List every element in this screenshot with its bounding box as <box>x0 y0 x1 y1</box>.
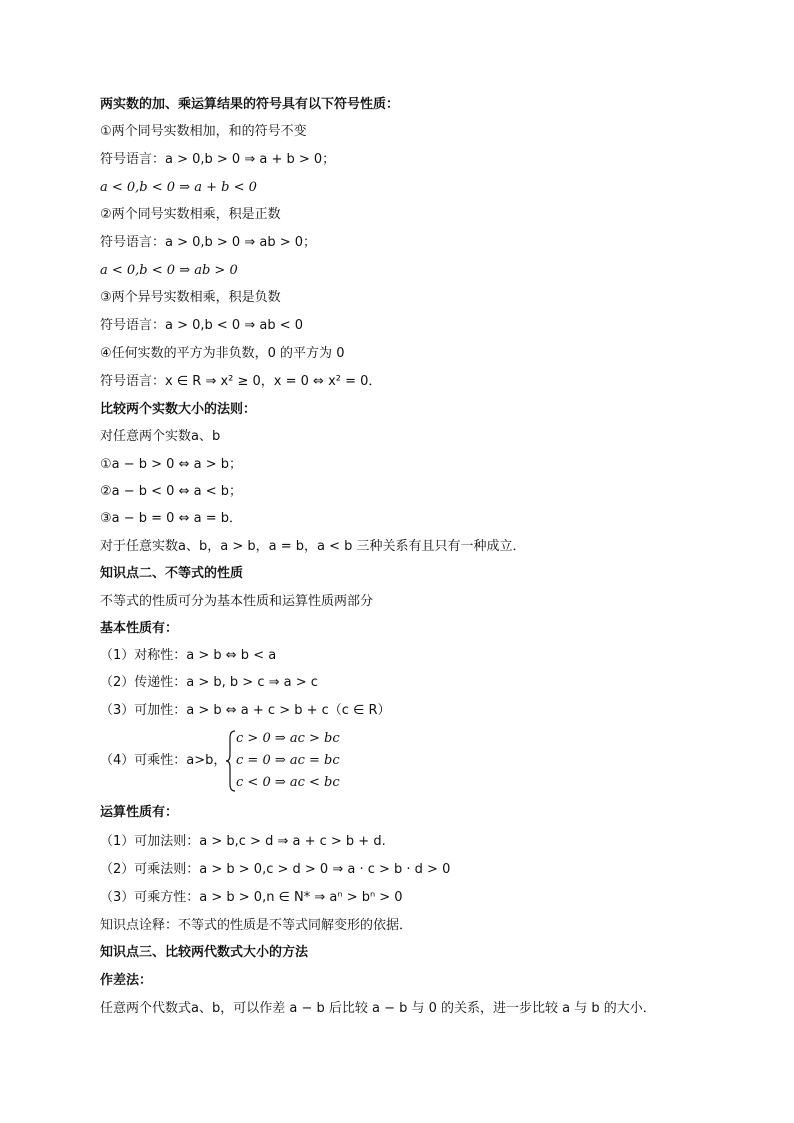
left-brace-icon <box>226 730 236 792</box>
property-3-symbolic: 符号语言：a > 0,b < 0 ⇒ ab < 0 <box>100 318 304 333</box>
property-4-title: ④任何实数的平方为非负数，0 的平方为 0 <box>100 346 345 361</box>
property-2-symbolic: 符号语言：a > 0,b > 0 ⇒ ab > 0； <box>100 235 317 250</box>
difference-method-description: 任意两个代数式a、b，可以作差 a − b 后比较 a − b 与 0 的关系，进一步比较 a 与 b 的大小． <box>100 1001 656 1016</box>
comparison-rule-1: ①a − b > 0 ⇔ a > b； <box>100 457 242 472</box>
operation-rule-multiplication: （2）可乘法则：a > b > 0,c > d > 0 ⇒ a · c > b · d > 0 <box>100 862 451 877</box>
heading-basic-properties: 基本性质有： <box>100 621 179 636</box>
operation-rule-addition: （1）可加法则：a > b,c > d ⇒ a + c > b + d. <box>100 834 386 849</box>
property-2-symbolic-2: a < 0,b < 0 ⇒ ab > 0 <box>100 263 238 278</box>
trichotomy-statement: 对于任意实数a、b，a > b，a = b，a < b 三种关系有且只有一种成立． <box>100 539 526 554</box>
property-1-title: ①两个同号实数相加，和的符号不变 <box>100 124 307 139</box>
multiplicativity-case-negative: c < 0 ⇒ ac < bc <box>236 775 340 790</box>
heading-difference-method: 作差法： <box>100 973 153 988</box>
multiplicativity-case-positive: c > 0 ⇒ ac > bc <box>236 731 340 746</box>
inequality-properties-intro: 不等式的性质可分为基本性质和运算性质两部分 <box>100 594 374 609</box>
comparison-intro: 对任意两个实数a、b <box>100 429 221 444</box>
heading-knowledge-point-3: 知识点三、比较两代数式大小的方法 <box>100 945 309 960</box>
property-1-symbolic-2: a < 0,b < 0 ⇒ a + b < 0 <box>100 180 257 195</box>
property-4-symbolic: 符号语言：x ∈ R ⇒ x² ≥ 0，x = 0 ⇔ x² = 0． <box>100 374 382 389</box>
basic-property-transitivity: （2）传递性：a > b, b > c ⇒ a > c <box>100 675 318 690</box>
heading-sign-properties: 两实数的加、乘运算结果的符号具有以下符号性质： <box>100 97 400 112</box>
property-3-title: ③两个异号实数相乘，积是负数 <box>100 290 281 305</box>
comparison-rule-2: ②a − b < 0 ⇔ a < b； <box>100 484 242 499</box>
basic-property-additivity: （3）可加性：a > b ⇔ a + c > b + c（c ∈ R） <box>100 703 391 718</box>
heading-knowledge-point-2: 知识点二、不等式的性质 <box>100 566 244 581</box>
comparison-rule-3: ③a − b = 0 ⇔ a = b． <box>100 511 242 526</box>
knowledge-point-explanation: 知识点诠释：不等式的性质是不等式同解变形的依据． <box>100 918 413 933</box>
property-2-title: ②两个同号实数相乘，积是正数 <box>100 207 281 222</box>
multiplicativity-case-zero: c = 0 ⇒ ac = bc <box>236 753 340 768</box>
operation-rule-power: （3）可乘方性：a > b > 0,n ∈ N* ⇒ aⁿ > bⁿ > 0 <box>100 890 403 905</box>
heading-operation-properties: 运算性质有： <box>100 805 179 820</box>
property-1-symbolic: 符号语言：a > 0,b > 0 ⇒ a + b > 0； <box>100 152 336 167</box>
multiplicativity-lead: （4）可乘性：a>b， <box>100 753 227 768</box>
heading-comparison-rule: 比较两个实数大小的法则： <box>100 402 257 417</box>
basic-property-symmetry: （1）对称性：a > b ⇔ b < a <box>100 648 277 663</box>
